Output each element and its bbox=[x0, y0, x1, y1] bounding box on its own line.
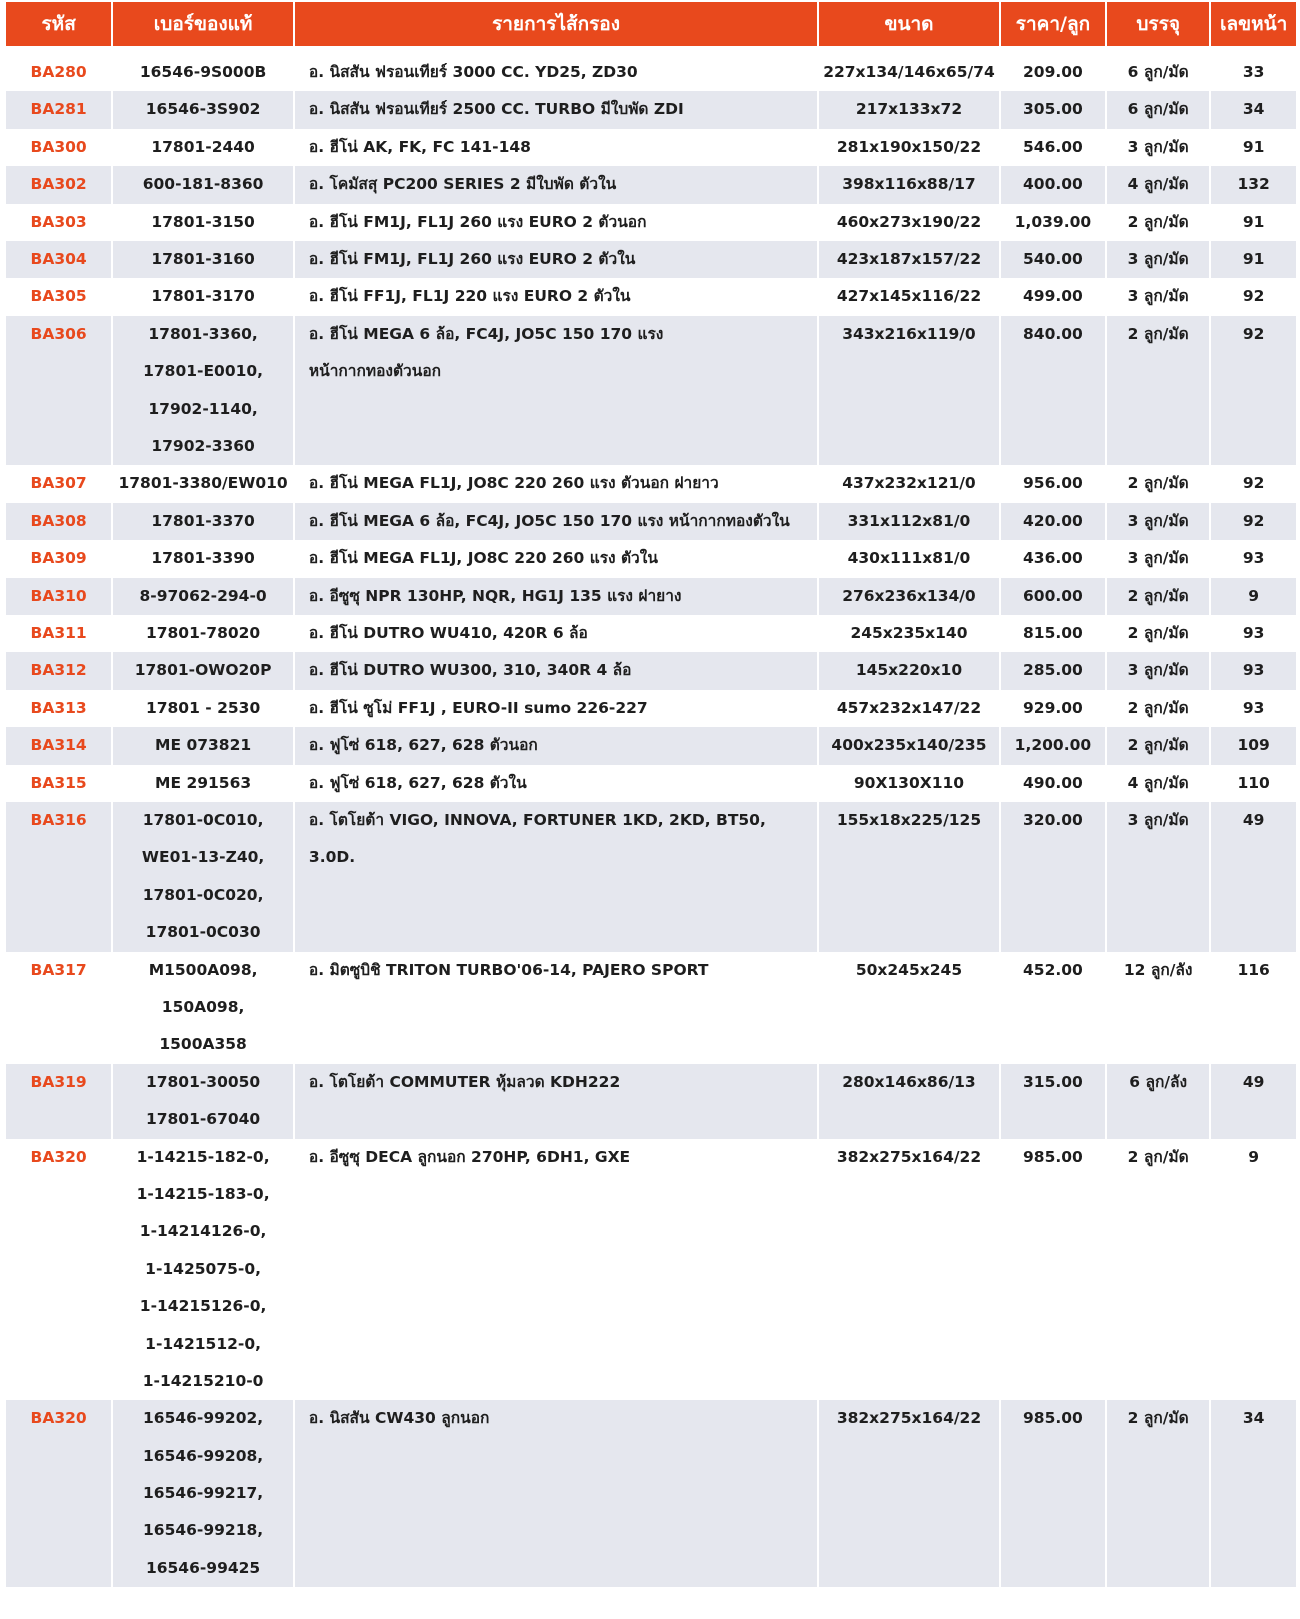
catalog-page: 9 bbox=[1210, 1139, 1296, 1401]
oem-number bbox=[112, 765, 294, 802]
filter-description-line: อ. ฮีโน่ FF1J, FL1J 220 แรง EURO 2 ตัวใน bbox=[308, 287, 631, 306]
oem-number-line: 17801-E0010, bbox=[143, 362, 264, 381]
filter-size: 427x145x116/22 bbox=[818, 278, 1000, 315]
unit-price: 600.00 bbox=[1000, 578, 1106, 615]
filter-size: 90X130X110 bbox=[818, 765, 1000, 802]
filter-size: 217x133x72 bbox=[818, 91, 1000, 128]
pack-quantity: 6 ลูก/มัด bbox=[1106, 91, 1210, 128]
oem-number-line: 16546-99425 bbox=[145, 1558, 261, 1577]
unit-price: 540.00 bbox=[1000, 241, 1106, 278]
oem-number-line: 16546-99202, bbox=[143, 1409, 264, 1428]
oem-number-line: 1-1421512-0, bbox=[145, 1334, 261, 1353]
oem-number bbox=[112, 204, 294, 241]
catalog-page: 34 bbox=[1210, 1400, 1296, 1587]
product-code: BA281 bbox=[6, 91, 112, 128]
product-code: BA300 bbox=[6, 129, 112, 166]
header-code: รหัส bbox=[6, 2, 112, 46]
oem-number-line: 17801-0C020, bbox=[142, 885, 264, 904]
pack-quantity: 3 ลูก/มัด bbox=[1106, 503, 1210, 540]
pack-quantity: 3 ลูก/มัด bbox=[1106, 241, 1210, 278]
catalog-page: 93 bbox=[1210, 690, 1296, 727]
table-row bbox=[6, 690, 1296, 727]
filter-description bbox=[294, 465, 818, 502]
oem-number-line: 17801-0C030 bbox=[145, 923, 261, 942]
filter-description bbox=[294, 46, 818, 91]
oem-number-line: 1-14215-183-0, bbox=[136, 1184, 270, 1203]
table-row bbox=[6, 540, 1296, 577]
filter-size: 382x275x164/22 bbox=[818, 1400, 1000, 1587]
filter-size: 398x116x88/17 bbox=[818, 166, 1000, 203]
product-code: BA317 bbox=[6, 952, 112, 1064]
filter-size: 281x190x150/22 bbox=[818, 129, 1000, 166]
catalog-page: 92 bbox=[1210, 316, 1296, 466]
oem-number bbox=[112, 46, 294, 91]
unit-price: 815.00 bbox=[1000, 615, 1106, 652]
oem-number-line: 17801 - 2530 bbox=[145, 698, 261, 717]
pack-quantity: 2 ลูก/มัด bbox=[1106, 727, 1210, 764]
filter-description-line: อ. อีซูซุ NPR 130HP, NQR, HG1J 135 แรง ฝายาง bbox=[308, 586, 682, 605]
pack-quantity: 6 ลูก/มัด bbox=[1106, 46, 1210, 91]
oem-number-line: 1-14215-182-0, bbox=[136, 1147, 270, 1166]
oem-number-line: 600-181-8360 bbox=[142, 175, 264, 194]
table-row bbox=[6, 91, 1296, 128]
filter-size: 280x146x86/13 bbox=[818, 1064, 1000, 1139]
filter-description bbox=[294, 727, 818, 764]
filter-description bbox=[294, 540, 818, 577]
filter-size: 460x273x190/22 bbox=[818, 204, 1000, 241]
unit-price: 1,039.00 bbox=[1000, 204, 1106, 241]
unit-price: 956.00 bbox=[1000, 465, 1106, 502]
header-price: ราคา/ลูก bbox=[1000, 2, 1106, 46]
filter-description-line: อ. โคมัสสุ PC200 SERIES 2 มีใบพัด ตัวใน bbox=[308, 175, 617, 194]
filter-description-line: อ. นิสสัน ฟรอนเทียร์ 2500 CC. TURBO มีใบพัด ZDI bbox=[308, 100, 684, 119]
pack-quantity: 6 ลูก/ลัง bbox=[1106, 1064, 1210, 1139]
filter-table bbox=[6, 2, 1296, 1587]
pack-quantity: 12 ลูก/ลัง bbox=[1106, 952, 1210, 1064]
catalog-page: 110 bbox=[1210, 765, 1296, 802]
oem-number-line: 8-97062-294-0 bbox=[139, 586, 267, 605]
product-code: BA303 bbox=[6, 204, 112, 241]
filter-description-line: อ. ฮีโน่ AK, FK, FC 141-148 bbox=[308, 137, 531, 156]
filter-description bbox=[294, 316, 818, 466]
filter-description bbox=[294, 690, 818, 727]
filter-description-line: อ. ฮีโน่ FM1J, FL1J 260 แรง EURO 2 ตัวนอก bbox=[308, 212, 647, 231]
product-code: BA315 bbox=[6, 765, 112, 802]
oem-number-line: 17801-3390 bbox=[151, 549, 255, 568]
table-row bbox=[6, 129, 1296, 166]
unit-price: 546.00 bbox=[1000, 129, 1106, 166]
filter-description-line: อ. ฮีโน่ MEGA FL1J, JO8C 220 260 แรง ตัวใน bbox=[308, 549, 658, 568]
filter-description bbox=[294, 503, 818, 540]
oem-number bbox=[112, 241, 294, 278]
oem-number bbox=[112, 578, 294, 615]
table-row bbox=[6, 278, 1296, 315]
oem-number bbox=[112, 802, 294, 952]
pack-quantity: 4 ลูก/มัด bbox=[1106, 166, 1210, 203]
product-code: BA312 bbox=[6, 652, 112, 689]
product-code: BA306 bbox=[6, 316, 112, 466]
catalog-page: 116 bbox=[1210, 952, 1296, 1064]
product-code: BA309 bbox=[6, 540, 112, 577]
oem-number-line: M1500A098, bbox=[148, 960, 258, 979]
filter-description-line: อ. ฟูโซ่ 618, 627, 628 ตัวนอก bbox=[308, 736, 538, 755]
unit-price: 929.00 bbox=[1000, 690, 1106, 727]
catalog-page: 93 bbox=[1210, 615, 1296, 652]
filter-description-line: อ. นิสสัน CW430 ลูกนอก bbox=[308, 1409, 490, 1428]
filter-description-line: อ. นิสสัน ฟรอนเทียร์ 3000 CC. YD25, ZD30 bbox=[308, 63, 638, 81]
oem-number-line: 17801-67040 bbox=[145, 1110, 261, 1129]
filter-description-line: อ. ฮีโน่ FM1J, FL1J 260 แรง EURO 2 ตัวใน bbox=[308, 250, 636, 269]
oem-number-line: 16546-99217, bbox=[143, 1484, 264, 1503]
filter-description bbox=[294, 278, 818, 315]
pack-quantity: 2 ลูก/มัด bbox=[1106, 465, 1210, 502]
filter-description bbox=[294, 952, 818, 1064]
filter-description-line: อ. อีซูซุ DECA ลูกนอก 270HP, 6DH1, GXE bbox=[308, 1147, 631, 1166]
unit-price: 400.00 bbox=[1000, 166, 1106, 203]
unit-price: 209.00 bbox=[1000, 46, 1106, 91]
filter-description-line: อ. ฮีโน่ DUTRO WU300, 310, 340R 4 ล้อ bbox=[308, 661, 632, 680]
table-row bbox=[6, 241, 1296, 278]
catalog-page: 93 bbox=[1210, 540, 1296, 577]
pack-quantity: 3 ลูก/มัด bbox=[1106, 278, 1210, 315]
table-row bbox=[6, 316, 1296, 466]
unit-price: 305.00 bbox=[1000, 91, 1106, 128]
table-row bbox=[6, 1064, 1296, 1139]
oem-number-line: 17801-3360, bbox=[148, 324, 258, 343]
oem-number-line: 1-14215210-0 bbox=[142, 1371, 264, 1390]
filter-description-line: อ. ฮีโน่ ซูโม่ FF1J , EURO-II sumo 226-227 bbox=[308, 698, 648, 717]
filter-description bbox=[294, 615, 818, 652]
filter-description bbox=[294, 802, 818, 952]
catalog-page: 93 bbox=[1210, 652, 1296, 689]
oem-number-line: 17801-3170 bbox=[151, 287, 255, 306]
catalog-page: 132 bbox=[1210, 166, 1296, 203]
product-code: BA320 bbox=[6, 1139, 112, 1401]
filter-description bbox=[294, 129, 818, 166]
pack-quantity: 2 ลูก/มัด bbox=[1106, 1139, 1210, 1401]
table-row bbox=[6, 503, 1296, 540]
oem-number-line: 17902-3360 bbox=[151, 437, 255, 456]
oem-number-line: 17801-2440 bbox=[151, 137, 255, 156]
oem-number bbox=[112, 316, 294, 466]
filter-size: 430x111x81/0 bbox=[818, 540, 1000, 577]
oem-number-line: 1-14215126-0, bbox=[139, 1297, 267, 1316]
header-filter-item: รายการไส้กรอง bbox=[294, 2, 818, 46]
table-row bbox=[6, 204, 1296, 241]
oem-number-line: 16546-9S000B bbox=[139, 63, 267, 81]
catalog-page: 49 bbox=[1210, 802, 1296, 952]
table-row bbox=[6, 765, 1296, 802]
filter-size: 331x112x81/0 bbox=[818, 503, 1000, 540]
product-code: BA311 bbox=[6, 615, 112, 652]
filter-description bbox=[294, 204, 818, 241]
filter-description-line: อ. ฮีโน่ MEGA 6 ล้อ, FC4J, JO5C 150 170 แรง หน้ากากทองตัวใน bbox=[308, 511, 790, 530]
catalog-page: 49 bbox=[1210, 1064, 1296, 1139]
oem-number bbox=[112, 166, 294, 203]
oem-number bbox=[112, 1400, 294, 1587]
filter-size: 382x275x164/22 bbox=[818, 1139, 1000, 1401]
oem-number bbox=[112, 952, 294, 1064]
pack-quantity: 3 ลูก/มัด bbox=[1106, 652, 1210, 689]
catalog-page: 33 bbox=[1210, 46, 1296, 91]
product-code: BA313 bbox=[6, 690, 112, 727]
filter-size: 50x245x245 bbox=[818, 952, 1000, 1064]
filter-size: 276x236x134/0 bbox=[818, 578, 1000, 615]
filter-size: 227x134/146x65/74 bbox=[818, 46, 1000, 91]
oem-number-line: 17902-1140, bbox=[148, 399, 258, 418]
oem-number-line: 1-1425075-0, bbox=[145, 1259, 261, 1278]
oem-number-line: 16546-99218, bbox=[143, 1521, 264, 1540]
catalog-page: 91 bbox=[1210, 241, 1296, 278]
product-code: BA307 bbox=[6, 465, 112, 502]
filter-description-line: อ. มิตซูบิชิ TRITON TURBO'06-14, PAJERO SPORT bbox=[308, 960, 709, 979]
oem-number-line: 1-14214126-0, bbox=[139, 1222, 267, 1241]
product-code: BA304 bbox=[6, 241, 112, 278]
filter-description bbox=[294, 578, 818, 615]
pack-quantity: 3 ลูก/มัด bbox=[1106, 802, 1210, 952]
oem-number-line: 17801-0C010, bbox=[142, 811, 264, 830]
oem-number-line: 17801-3370 bbox=[151, 511, 255, 530]
table-row bbox=[6, 727, 1296, 764]
filter-description-line: อ. ฮีโน่ MEGA 6 ล้อ, FC4J, JO5C 150 170 แรง bbox=[308, 324, 664, 343]
oem-number-line: 17801-3150 bbox=[151, 212, 255, 231]
catalog-page: 109 bbox=[1210, 727, 1296, 764]
filter-description bbox=[294, 1064, 818, 1139]
filter-price-list bbox=[6, 2, 1296, 1587]
oem-number-line: 16546-99208, bbox=[143, 1446, 264, 1465]
oem-number bbox=[112, 690, 294, 727]
header-pack: บรรจุ bbox=[1106, 2, 1210, 46]
pack-quantity: 4 ลูก/มัด bbox=[1106, 765, 1210, 802]
table-row bbox=[6, 952, 1296, 1064]
unit-price: 840.00 bbox=[1000, 316, 1106, 466]
oem-number-line: 16546-3S902 bbox=[145, 100, 261, 119]
pack-quantity: 2 ลูก/มัด bbox=[1106, 204, 1210, 241]
filter-description-line: อ. ฮีโน่ MEGA FL1J, JO8C 220 260 แรง ตัวนอก ฝายาว bbox=[308, 474, 719, 493]
unit-price: 490.00 bbox=[1000, 765, 1106, 802]
product-code: BA305 bbox=[6, 278, 112, 315]
filter-description bbox=[294, 91, 818, 128]
filter-size: 423x187x157/22 bbox=[818, 241, 1000, 278]
product-code: BA319 bbox=[6, 1064, 112, 1139]
oem-number-line: 17801-3160 bbox=[151, 250, 255, 269]
pack-quantity: 2 ลูก/มัด bbox=[1106, 578, 1210, 615]
oem-number-line: 1500A358 bbox=[159, 1035, 247, 1054]
oem-number bbox=[112, 503, 294, 540]
header-oem-number: เบอร์ของแท้ bbox=[112, 2, 294, 46]
pack-quantity: 2 ลูก/มัด bbox=[1106, 690, 1210, 727]
catalog-page: 34 bbox=[1210, 91, 1296, 128]
unit-price: 452.00 bbox=[1000, 952, 1106, 1064]
pack-quantity: 2 ลูก/มัด bbox=[1106, 615, 1210, 652]
product-code: BA280 bbox=[6, 46, 112, 91]
filter-description bbox=[294, 1400, 818, 1587]
oem-number-line: ME 073821 bbox=[155, 736, 252, 755]
oem-number-line: 150A098, bbox=[161, 998, 245, 1017]
oem-number bbox=[112, 727, 294, 764]
product-code: BA302 bbox=[6, 166, 112, 203]
catalog-page: 9 bbox=[1210, 578, 1296, 615]
catalog-page: 92 bbox=[1210, 278, 1296, 315]
unit-price: 985.00 bbox=[1000, 1400, 1106, 1587]
oem-number bbox=[112, 1064, 294, 1139]
filter-size: 343x216x119/0 bbox=[818, 316, 1000, 466]
header-page: เลขหน้า bbox=[1210, 2, 1296, 46]
filter-description bbox=[294, 241, 818, 278]
pack-quantity: 2 ลูก/มัด bbox=[1106, 316, 1210, 466]
unit-price: 436.00 bbox=[1000, 540, 1106, 577]
filter-description bbox=[294, 166, 818, 203]
pack-quantity: 3 ลูก/มัด bbox=[1106, 540, 1210, 577]
filter-description-line: อ. โตโยต้า VIGO, INNOVA, FORTUNER 1KD, 2KD, BT50, 3.0D. bbox=[308, 811, 766, 867]
filter-description-line: อ. ฮีโน่ DUTRO WU410, 420R 6 ล้อ bbox=[308, 624, 588, 643]
unit-price: 315.00 bbox=[1000, 1064, 1106, 1139]
filter-size: 145x220x10 bbox=[818, 652, 1000, 689]
unit-price: 285.00 bbox=[1000, 652, 1106, 689]
oem-number-line: ME 291563 bbox=[155, 773, 252, 792]
filter-size: 400x235x140/235 bbox=[818, 727, 1000, 764]
product-code: BA308 bbox=[6, 503, 112, 540]
filter-description bbox=[294, 765, 818, 802]
table-row bbox=[6, 46, 1296, 91]
filter-description-line: อ. ฟูโซ่ 618, 627, 628 ตัวใน bbox=[308, 773, 527, 792]
filter-description-line: หน้ากากทองตัวนอก bbox=[308, 362, 442, 381]
table-row bbox=[6, 166, 1296, 203]
table-row bbox=[6, 615, 1296, 652]
oem-number bbox=[112, 1139, 294, 1401]
oem-number-line: 17801-30050 bbox=[145, 1072, 261, 1091]
filter-description-line: อ. โตโยต้า COMMUTER หุ้มลวด KDH222 bbox=[308, 1072, 621, 1091]
product-code: BA314 bbox=[6, 727, 112, 764]
table-row bbox=[6, 1400, 1296, 1587]
catalog-page: 92 bbox=[1210, 465, 1296, 502]
pack-quantity: 2 ลูก/มัด bbox=[1106, 1400, 1210, 1587]
unit-price: 320.00 bbox=[1000, 802, 1106, 952]
oem-number bbox=[112, 278, 294, 315]
oem-number-line: WE01-13-Z40, bbox=[141, 848, 265, 867]
product-code: BA316 bbox=[6, 802, 112, 952]
unit-price: 499.00 bbox=[1000, 278, 1106, 315]
filter-description bbox=[294, 652, 818, 689]
unit-price: 985.00 bbox=[1000, 1139, 1106, 1401]
unit-price: 1,200.00 bbox=[1000, 727, 1106, 764]
table-row bbox=[6, 802, 1296, 952]
filter-size: 155x18x225/125 bbox=[818, 802, 1000, 952]
pack-quantity: 3 ลูก/มัด bbox=[1106, 129, 1210, 166]
filter-size: 245x235x140 bbox=[818, 615, 1000, 652]
table-row bbox=[6, 652, 1296, 689]
product-code: BA320 bbox=[6, 1400, 112, 1587]
table-row bbox=[6, 1139, 1296, 1401]
oem-number bbox=[112, 129, 294, 166]
unit-price: 420.00 bbox=[1000, 503, 1106, 540]
oem-number bbox=[112, 465, 294, 502]
header-row bbox=[6, 2, 1296, 46]
oem-number bbox=[112, 540, 294, 577]
filter-description bbox=[294, 1139, 818, 1401]
filter-size: 437x232x121/0 bbox=[818, 465, 1000, 502]
oem-number-line: 17801-OWO20P bbox=[134, 661, 272, 680]
table-row bbox=[6, 578, 1296, 615]
catalog-page: 91 bbox=[1210, 129, 1296, 166]
oem-number bbox=[112, 652, 294, 689]
table-row bbox=[6, 465, 1296, 502]
oem-number-line: 17801-3380/EW010 bbox=[118, 474, 288, 493]
catalog-page: 92 bbox=[1210, 503, 1296, 540]
header-size: ขนาด bbox=[818, 2, 1000, 46]
product-code: BA310 bbox=[6, 578, 112, 615]
oem-number bbox=[112, 91, 294, 128]
filter-size: 457x232x147/22 bbox=[818, 690, 1000, 727]
oem-number bbox=[112, 615, 294, 652]
oem-number-line: 17801-78020 bbox=[145, 624, 261, 643]
catalog-page: 91 bbox=[1210, 204, 1296, 241]
